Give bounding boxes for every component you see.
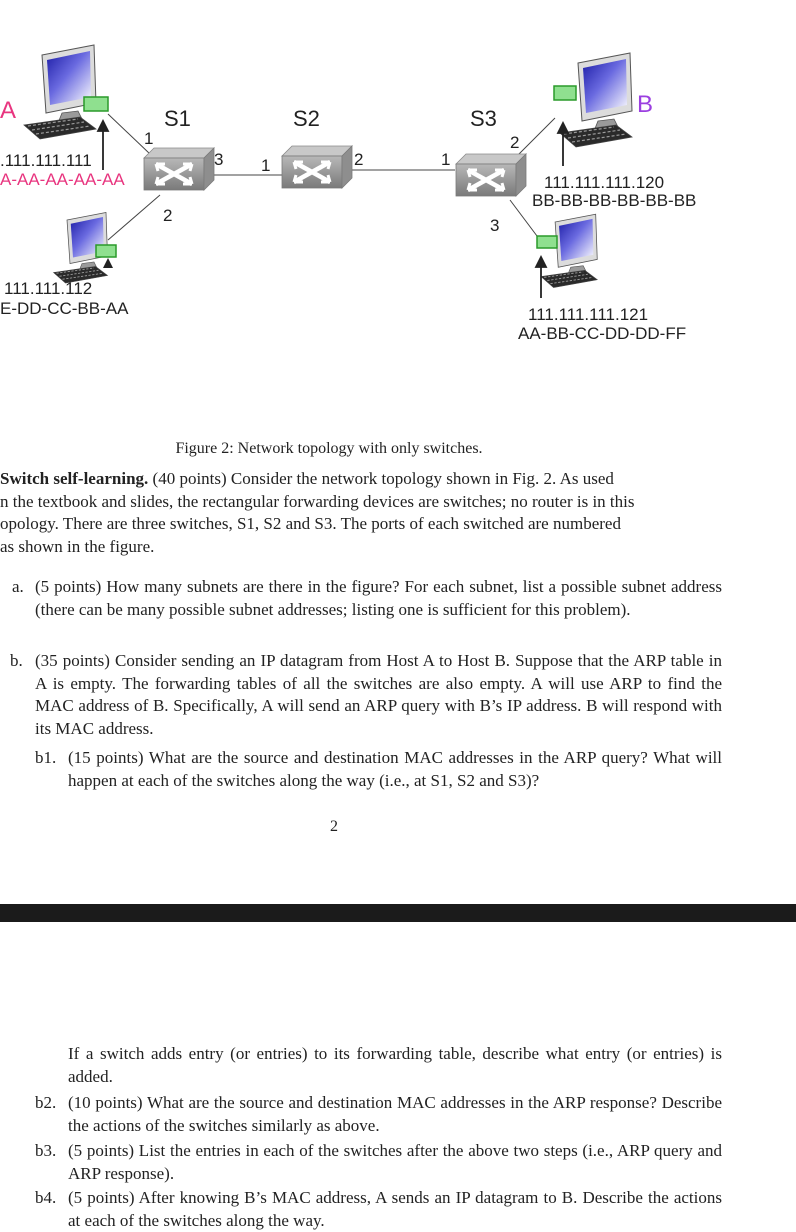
- host-a-ip: .111.111.111: [0, 151, 92, 170]
- host-d-mac: AA-BB-CC-DD-DD-FF: [518, 324, 687, 343]
- intro-line: as shown in the figure.: [0, 537, 155, 556]
- network-topology-figure: [0, 0, 796, 360]
- port-label: 1: [144, 129, 154, 148]
- switch-s1-label: S1: [164, 106, 191, 131]
- item-a-text: (5 points) How many subnets are there in the figure? For each subnet, list a possible subnet address (there can be many possible subnet addresses; listing one is sufficient for this problem).: [35, 577, 722, 619]
- host-c-mac: E-DD-CC-BB-AA: [0, 299, 129, 318]
- item-a-label: a.: [12, 577, 24, 596]
- item-b-text: (35 points) Consider sending an IP datagram from Host A to Host B. Suppose that the ARP table in A is empty. The forwarding tables of all the switches are also empty. A will use ARP to find the MAC address of B. Specifically, A will send an ARP query with B’s IP address. B will respond with its MAC address.: [35, 651, 722, 738]
- intro-line: n the textbook and slides, the rectangular forwarding devices are switches; no router is in this: [0, 492, 635, 511]
- page-number: 2: [330, 818, 338, 835]
- item-b1-continued: If a switch adds entry (or entries) to its forwarding table, describe what entry (or entries) is added.: [68, 1044, 722, 1086]
- item-b2-text: (10 points) What are the source and destination MAC addresses in the ARP response? Describe the actions of the switches similarly as above.: [68, 1093, 722, 1135]
- port-label: 2: [163, 206, 173, 225]
- item-b1-label: b1.: [35, 748, 57, 767]
- host-a-label: A: [0, 97, 17, 124]
- host-a-mac: A-AA-AA-AA-AA: [0, 170, 125, 189]
- port-label: 3: [214, 150, 224, 169]
- host-b-mac: BB-BB-BB-BB-BB-BB: [532, 191, 697, 210]
- port-label: 1: [261, 156, 271, 175]
- item-b4-text: (5 points) After knowing B’s MAC address, A sends an IP datagram to B. Describe the actions at each of the switches along the way.: [68, 1188, 722, 1230]
- item-b2-label: b2.: [35, 1093, 57, 1112]
- host-b-label: B: [637, 91, 654, 118]
- host-b-ip: 111.111.111.120: [544, 173, 665, 192]
- switch-s2-label: S2: [293, 106, 320, 131]
- switch-s1-icon: [144, 148, 214, 190]
- port-label: 3: [490, 216, 500, 235]
- intro-line: Switch self-learning. (40 points) Consider the network topology shown in Fig. 2. As used: [0, 469, 614, 488]
- page-divider: [0, 904, 796, 922]
- port-label: 1: [441, 150, 451, 169]
- intro-line: opology. There are three switches, S1, S2 and S3. The ports of each switched are numbered: [0, 514, 621, 533]
- host-c-computer-icon: [54, 213, 117, 284]
- host-c-ip: 111.111.112: [4, 279, 93, 298]
- switch-s3-icon: [456, 154, 526, 196]
- host-a-computer-icon: [24, 45, 108, 139]
- figure-caption: Figure 2: Network topology with only switches.: [175, 440, 483, 457]
- problem-title: Switch self-learning.: [0, 469, 149, 488]
- switch-s3-label: S3: [470, 106, 497, 131]
- item-b-label: b.: [10, 651, 23, 670]
- port-label: 2: [510, 133, 520, 152]
- item-b1-text: (15 points) What are the source and destination MAC addresses in the ARP query? What will happen at each of the switches along the way (i.e., at S1, S2 and S3)?: [68, 748, 722, 790]
- switch-s2-icon: [282, 146, 352, 188]
- host-d-computer-icon: [537, 214, 597, 287]
- item-b4-label: b4.: [35, 1188, 57, 1207]
- port-label: 2: [354, 150, 364, 169]
- item-b3-text: (5 points) List the entries in each of the switches after the above two steps (i.e., ARP query and ARP response).: [68, 1141, 722, 1183]
- host-d-ip: 111.111.111.121: [528, 305, 649, 324]
- item-b3-label: b3.: [35, 1141, 57, 1160]
